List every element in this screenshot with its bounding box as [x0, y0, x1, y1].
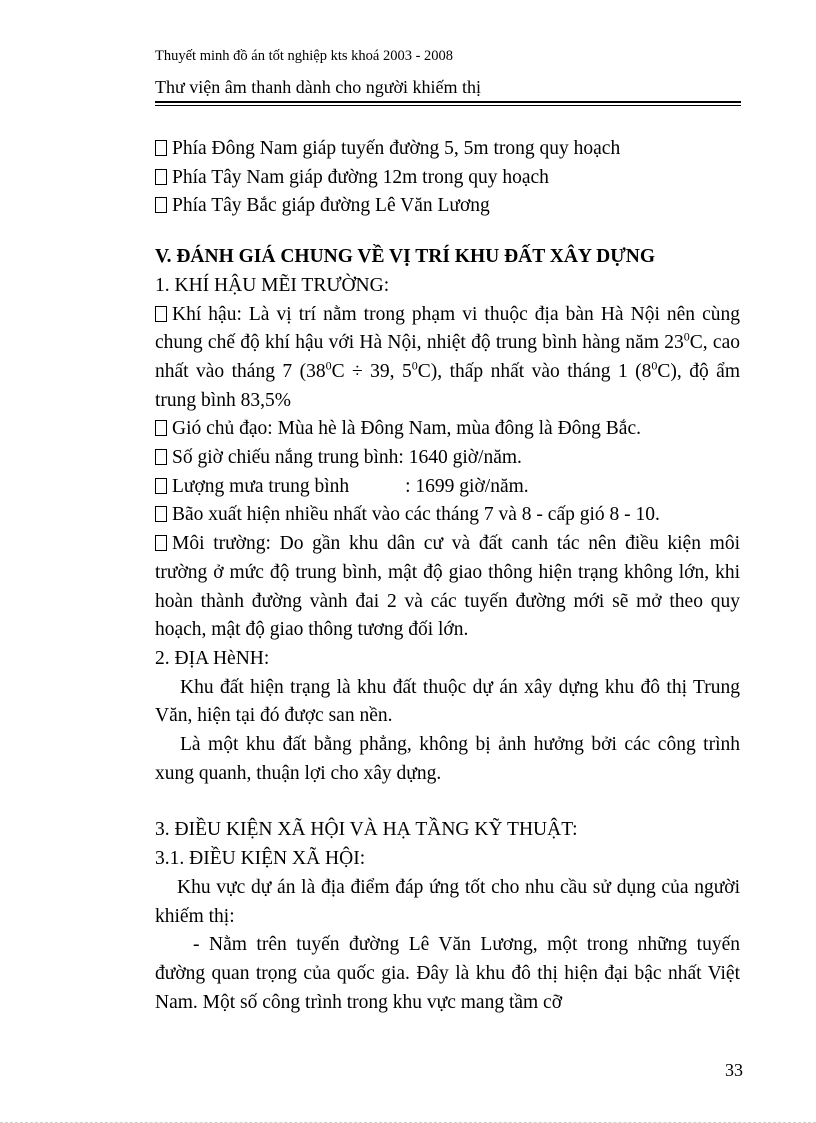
bullet-northwest: Phía Tây Bắc giáp đường Lê Văn Lương — [155, 192, 740, 221]
header-thesis-title: Thuyết minh đồ án tốt nghiệp kts khoá 2003 - 2008 — [155, 48, 454, 64]
subsection-2-heading: 2. ĐỊA HèNH: — [155, 647, 270, 669]
document-body — [155, 135, 740, 1017]
terrain-paragraph-2: Là một khu đất bằng phẳng, không bị ảnh hưởng bởi các công trình xung quanh, thuận lợi cho xây dựng. — [155, 734, 740, 784]
header-rule-thick — [155, 101, 741, 103]
bullet-box-icon — [155, 506, 167, 522]
bullet-box-icon — [155, 197, 167, 213]
bullet-box-icon — [155, 478, 167, 494]
header-rule-thin — [155, 105, 741, 106]
environment-paragraph: Môi trường: Do gần khu dân cư và đất canh tác nên điều kiện môi trường ở mức độ trung bình, mật độ giao thông hiện trạng không lớn, khi hoàn thành đường vành đai 2 và các tuyến đường mới sẽ mở theo quy hoạch, mật độ giao thông tương đối lớn. — [155, 533, 740, 641]
section-v-heading: V. ĐÁNH GIÁ CHUNG VỀ VỊ TRÍ KHU ĐẤT XÂY DỰNG — [155, 246, 656, 268]
subsection-3-heading: 3. ĐIỀU KIỆN XÃ HỘI VÀ HẠ TẦNG KỸ THUẬT: — [155, 819, 578, 841]
subsection-1-heading: 1. KHÍ HẬU MẼI TRƯỜNG: — [155, 274, 390, 296]
bullet-box-icon — [155, 420, 167, 436]
social-paragraph-1: Khu vực dự án là địa điểm đáp ứng tốt cho nhu cầu sử dụng của người khiếm thị: — [155, 876, 740, 927]
bullet-box-icon — [155, 140, 167, 156]
subsection-3-1-heading: 3.1. ĐIỀU KIỆN XÃ HỘI: — [155, 848, 366, 870]
sunshine-item: Số giờ chiếu nắng trung bình: 1640 giờ/năm. — [155, 444, 740, 473]
storm-item: Bão xuất hiện nhiều nhất vào các tháng 7 và 8 - cấp gió 8 - 10. — [155, 501, 740, 530]
wind-item: Gió chủ đạo: Mùa hè là Đông Nam, mùa đông là Đông Bắc. — [155, 415, 740, 444]
terrain-paragraph-1: Khu đất hiện trạng là khu đất thuộc dự án xây dựng khu đô thị Trung Văn, hiện tại đó được san nền. — [155, 676, 740, 727]
bullet-box-icon — [155, 449, 167, 465]
social-paragraph-2: - Nằm trên tuyến đường Lê Văn Lương, một trong những tuyến đường quan trọng của quốc gia. Đây là khu đô thị hiện đại bậc nhất Việt Nam. Một số công trình trong khu vực mang tầm cỡ — [155, 934, 740, 1013]
page-header — [155, 46, 741, 106]
bullet-southwest: Phía Tây Nam giáp đường 12m trong quy hoạch — [155, 164, 740, 193]
bullet-southeast: Phía Đông Nam giáp tuyến đường 5, 5m trong quy hoạch — [155, 135, 740, 164]
climate-paragraph: Khí hậu: Là vị trí nằm trong phạm vi thuộc địa bàn Hà Nội nên cùng chung chế độ khí hậu với Hà Nội, nhiệt độ trung bình hàng năm $23^0C$, cao nhất vào tháng 7 ($38^0C \div 39$, $5^0C$), thấp nhất vào tháng 1 $(8^0C)$, độ ẩm trung bình 83,5% — [155, 303, 740, 411]
header-project-title: Thư viện âm thanh dành cho người khiếm thị — [155, 77, 481, 97]
page-number: 33 — [725, 1060, 743, 1080]
bullet-box-icon — [155, 535, 167, 551]
bullet-box-icon — [155, 169, 167, 185]
rainfall-item: Lượng mưa trung bình : 1699 giờ/năm. — [155, 473, 740, 502]
bullet-box-icon — [155, 306, 167, 322]
